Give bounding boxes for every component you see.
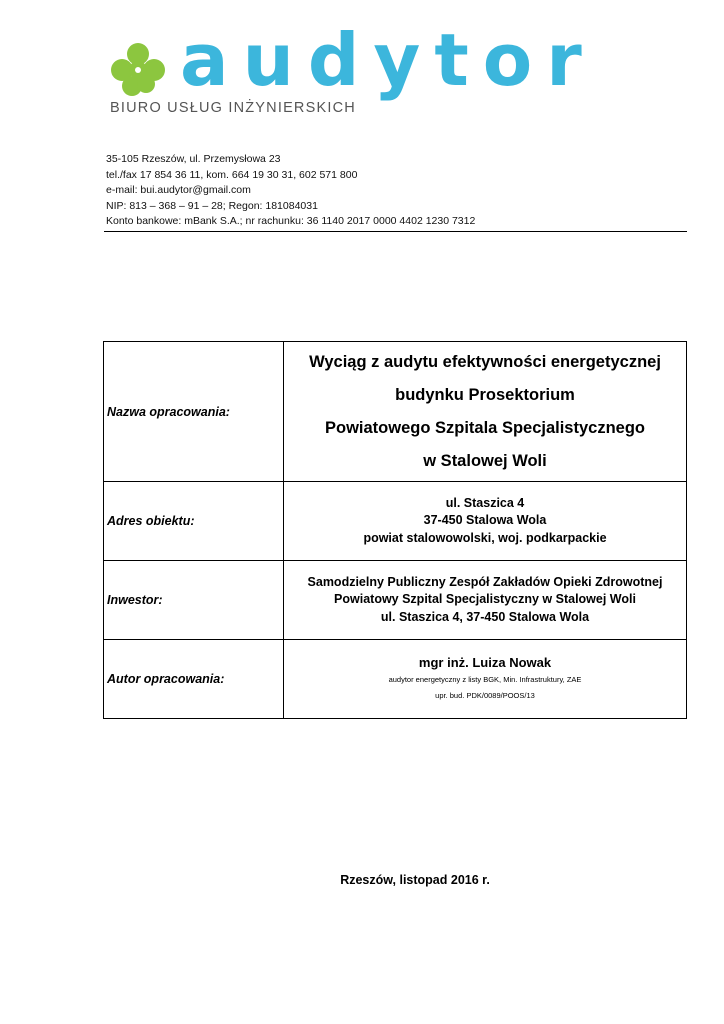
address-line: ul. Staszica 4 — [445, 495, 525, 510]
investor-line: Samodzielny Publiczny Zespół Zakładów Opieki Zdrowotnej — [307, 574, 663, 589]
address-line: powiat stalowowolski, woj. podkarpackie — [363, 530, 607, 545]
logo-wordmark: audytor — [180, 18, 596, 102]
author-note: audytor energetyczny z listy BGK, Min. Infrastruktury, ZAE — [388, 675, 582, 684]
table-row — [104, 640, 687, 719]
contact-address: 35-105 Rzeszów, ul. Przemysłowa 23 — [106, 153, 281, 165]
row-value-author — [284, 640, 687, 719]
author-note: upr. bud. PDK/0089/POOS/13 — [435, 691, 535, 700]
title-line: w Stalowej Woli — [423, 451, 547, 470]
title-line: Wyciąg z audytu efektywności energetycznej — [309, 352, 661, 371]
title-line: budynku Prosektorium — [395, 385, 575, 404]
logo-subtitle: BIURO USŁUG INŻYNIERSKICH — [110, 100, 356, 116]
contact-bank-account: Konto bankowe: mBank S.A.; nr rachunku: 36 1140 2017 0000 4402 1230 7312 — [106, 215, 476, 227]
investor-line: ul. Staszica 4, 37-450 Stalowa Wola — [380, 609, 590, 624]
contact-email: e-mail: bui.audytor@gmail.com — [106, 184, 251, 196]
table-row — [104, 342, 687, 482]
row-label-author: Autor opracowania: — [104, 640, 284, 719]
investor-line: Powiatowy Szpital Specjalistyczny w Stalowej Woli — [334, 592, 636, 607]
row-label-title: Nazwa opracowania: — [104, 342, 284, 482]
row-label-investor: Inwestor: — [104, 561, 284, 640]
contact-nip-regon: NIP: 813 – 368 – 91 – 28; Regon: 181084031 — [106, 199, 318, 212]
author-name: mgr inż. Luiza Nowak — [418, 655, 552, 670]
title-line: Powiatowego Szpitala Specjalistycznego — [325, 418, 645, 437]
row-value-address — [284, 482, 687, 561]
document-info-table — [103, 341, 687, 719]
table-row — [104, 482, 687, 561]
row-value-investor — [284, 561, 687, 640]
place-date: Rzeszów, listopad 2016 r. — [340, 873, 490, 887]
address-line: 37-450 Stalowa Wola — [423, 513, 547, 528]
header-divider — [104, 231, 687, 232]
company-logo — [108, 18, 688, 120]
row-label-address: Adres obiektu: — [104, 482, 284, 561]
contact-block — [106, 152, 475, 230]
contact-phone: tel./fax 17 854 36 11, kom. 664 19 30 31, 602 571 800 — [106, 168, 358, 181]
table-row — [104, 561, 687, 640]
clover-icon — [108, 40, 168, 100]
row-value-title — [284, 342, 687, 482]
